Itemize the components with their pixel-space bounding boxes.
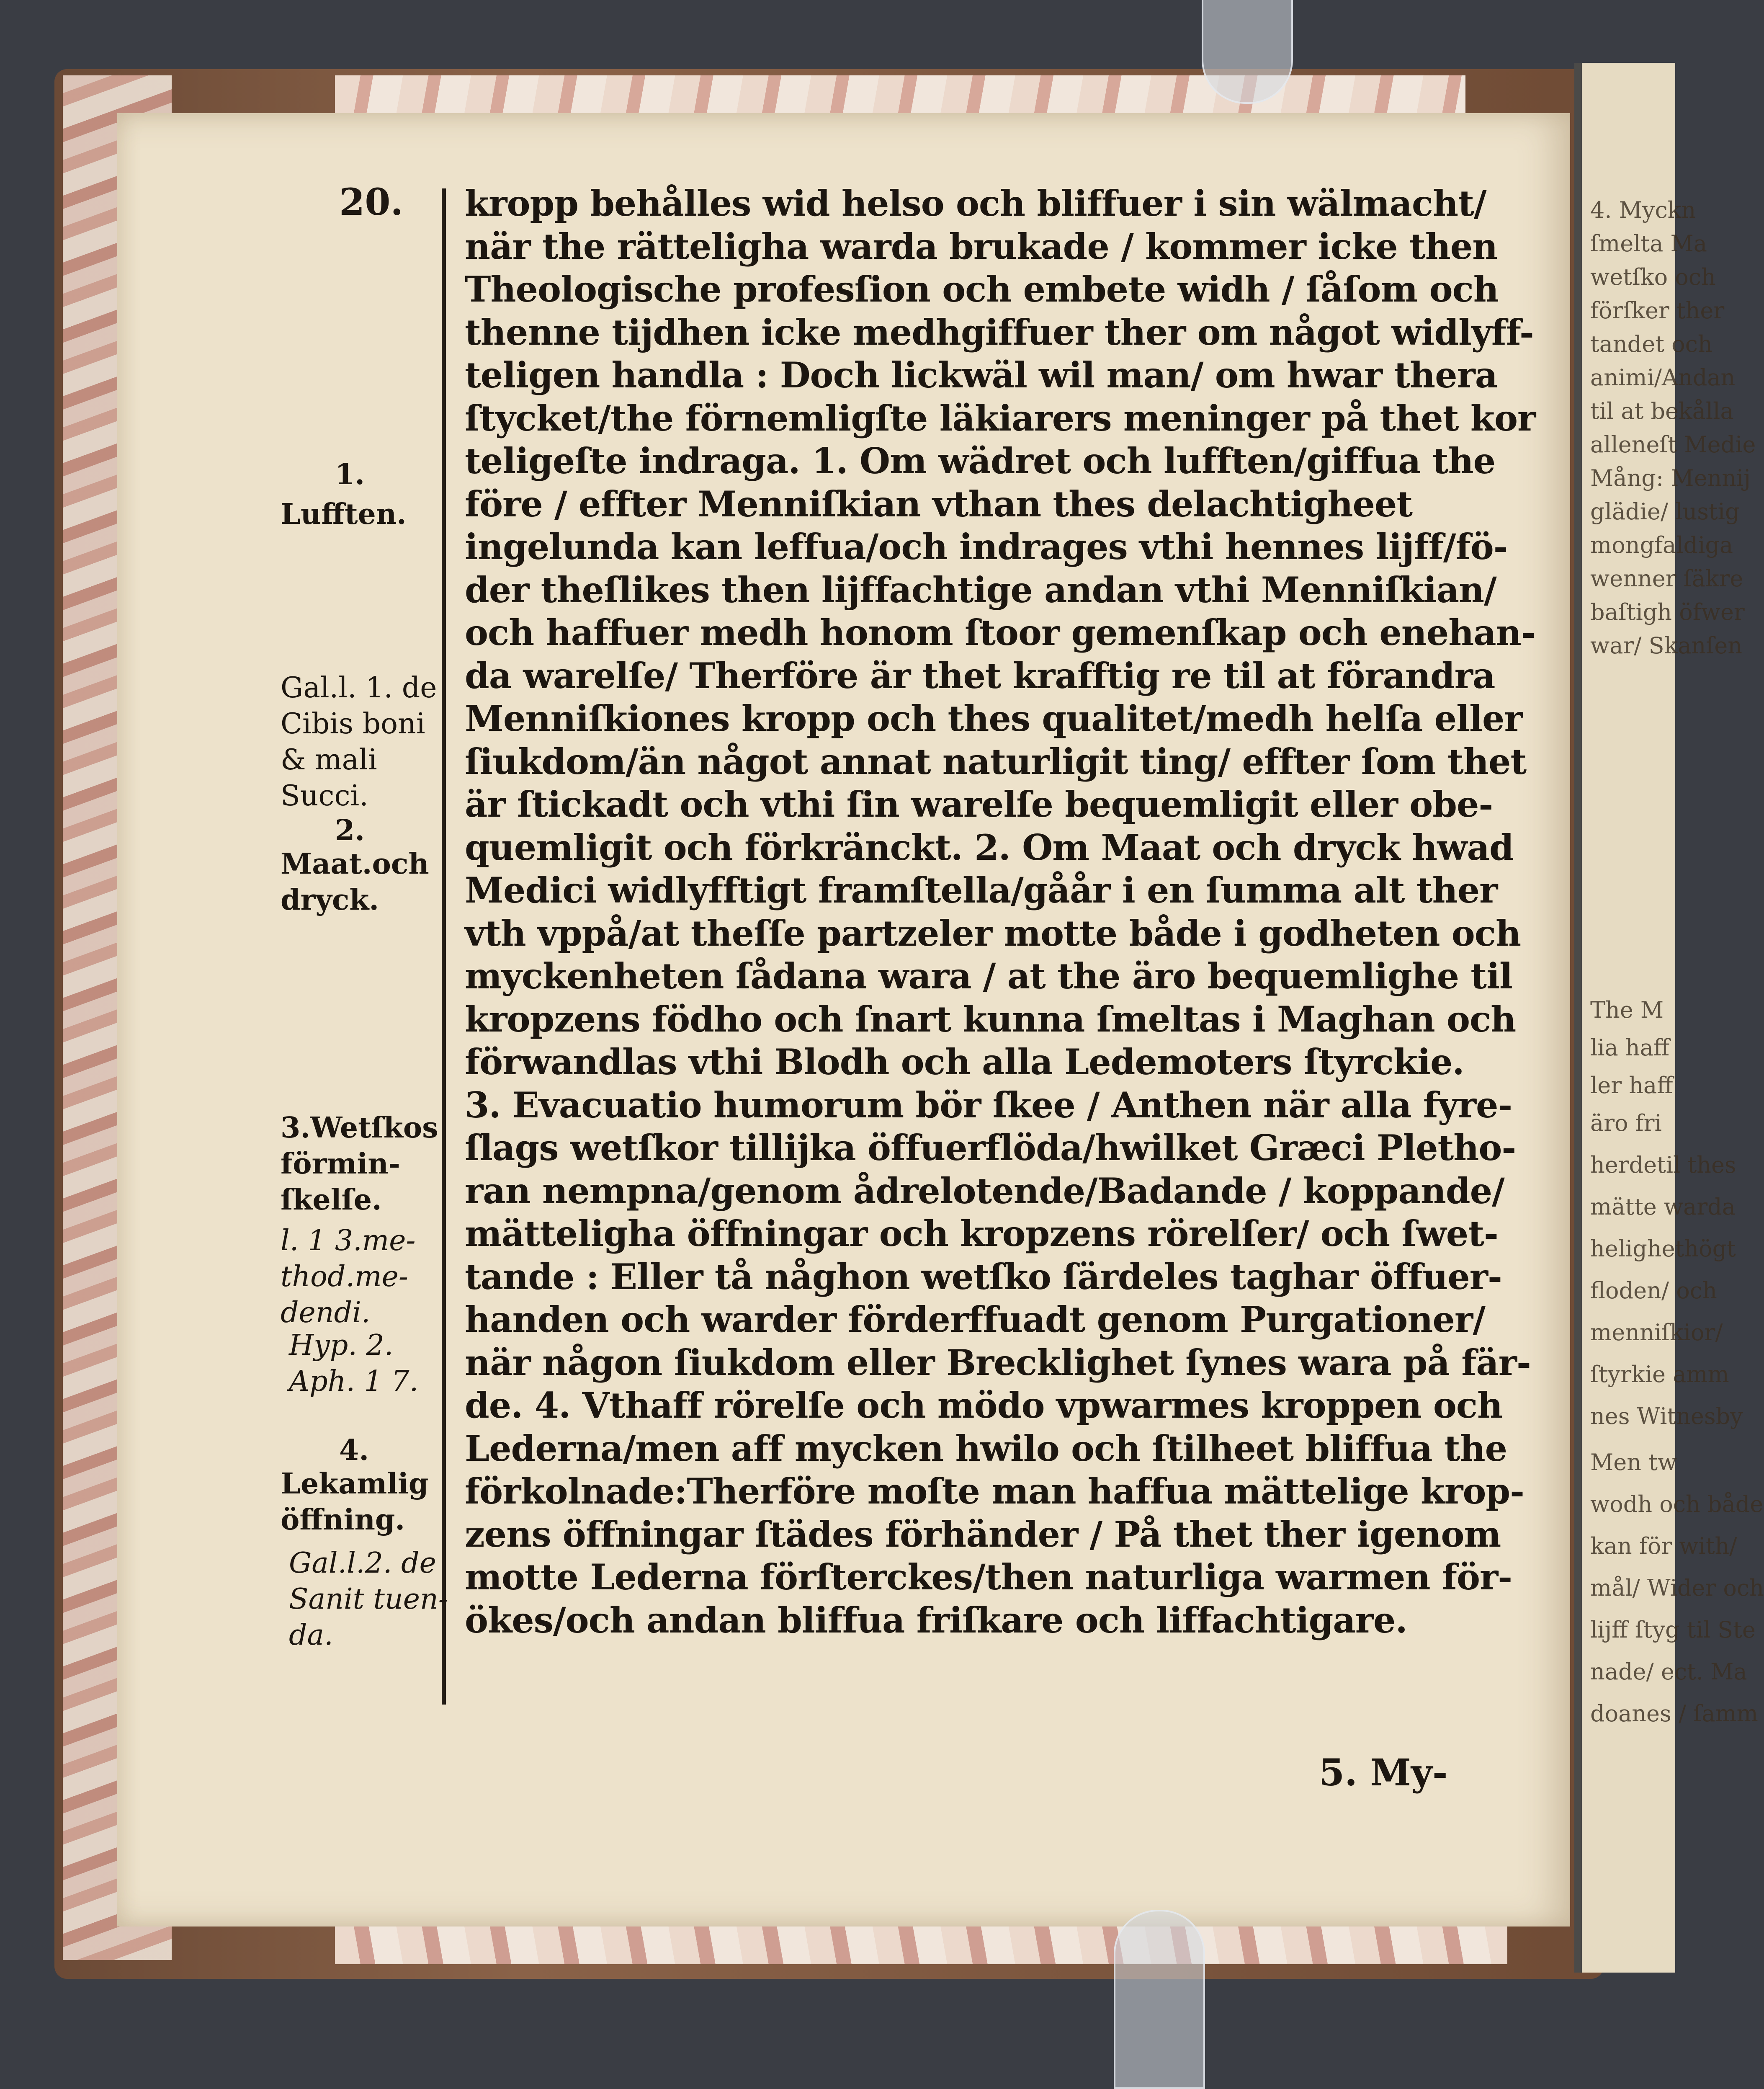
margin-note-1-title bbox=[281, 496, 407, 532]
facing-fragment: doanes / ſamm bbox=[1590, 1700, 1758, 1727]
text-line: Lederna/men aff mycken hwilo och ſtilheet bliffua the bbox=[465, 1427, 1507, 1469]
page-number: 20. bbox=[339, 180, 404, 224]
margin-ref-line: Cibis boni bbox=[281, 707, 425, 740]
margin-ref-line: da. bbox=[289, 1619, 333, 1652]
facing-fragment: war/ Skanſen bbox=[1590, 632, 1742, 659]
margin-ref-line: Succi. bbox=[281, 779, 368, 812]
text-line: tande : Eller tå någhon wetſko ſärdeles taghar öffuer- bbox=[465, 1256, 1502, 1297]
text-line: ingelunda kan leffua/och indrages vthi hennes lijff/fö- bbox=[465, 526, 1508, 567]
facing-fragment: ler haff bbox=[1590, 1072, 1673, 1099]
margin-ref-line: & mali bbox=[281, 743, 377, 776]
margin-note-4-title bbox=[281, 1466, 428, 1538]
text-line: der theſlikes then lijffachtige andan vthi Menniſkian/ bbox=[465, 569, 1496, 611]
margin-rule bbox=[442, 188, 446, 1705]
margin-note-3-ref2 bbox=[289, 1328, 418, 1400]
margin-ref-line: thod.me- bbox=[281, 1260, 408, 1293]
text-line: 3. Evacuatio humorum bör ſkee / Anthen när alla fyre- bbox=[465, 1084, 1512, 1126]
margin-note-2-ref bbox=[281, 670, 437, 814]
facing-fragment: glädie/ lustig bbox=[1590, 498, 1740, 525]
text-line: förwandlas vthi Blodh och alla Ledemoters ſtyrckie. bbox=[465, 1041, 1464, 1083]
margin-heading: öffning. bbox=[281, 1503, 405, 1537]
margin-ref-line: Hyp. 2. bbox=[289, 1329, 394, 1362]
text-line: ökes/och andan bliffua friſkare och liffachtigare. bbox=[465, 1599, 1407, 1641]
text-line: quemligit och förkränckt. 2. Om Maat och dryck hwad bbox=[465, 826, 1514, 868]
margin-heading: dryck. bbox=[281, 883, 379, 917]
facing-fragment: menniſkior/ bbox=[1590, 1319, 1723, 1346]
facing-fragment: 4. Myckn bbox=[1590, 197, 1696, 223]
facing-fragment: ſtyrkie amm bbox=[1590, 1361, 1729, 1388]
text-line: ſtycket/the förnemligſte läkiarers meninger på thet kor bbox=[465, 397, 1536, 439]
facing-fragment: äro fri bbox=[1590, 1110, 1662, 1136]
facing-fragment: wodh och både bbox=[1590, 1491, 1764, 1517]
text-line: Menniſkiones kropp och thes qualitet/medh helſa eller bbox=[465, 698, 1522, 739]
text-line: ſiukdom/än något annat naturligit ting/ effter ſom thet bbox=[465, 740, 1527, 782]
text-line: myckenheten ſådana wara / at the äro bequemlighe til bbox=[465, 955, 1512, 997]
facing-fragment: mätte warda bbox=[1590, 1194, 1736, 1220]
facing-fragment: floden/ och bbox=[1590, 1277, 1717, 1304]
page-clip-top bbox=[1202, 0, 1293, 104]
margin-note-2 bbox=[335, 812, 365, 848]
margin-number: 2. bbox=[335, 814, 365, 847]
margin-ref-line: Gal.l. 1. de bbox=[281, 671, 437, 704]
text-line: thenne tijdhen icke medhgiffuer ther om något widlyff- bbox=[465, 311, 1534, 353]
margin-heading: 3.Wetſkos bbox=[281, 1111, 438, 1145]
facing-fragment: ſmelta Ma bbox=[1590, 230, 1707, 257]
margin-heading: förmin- bbox=[281, 1147, 400, 1181]
margin-heading: Lekamlig bbox=[281, 1467, 429, 1501]
margin-ref-line: Aph. 1 7. bbox=[289, 1365, 419, 1398]
margin-note-4 bbox=[339, 1432, 369, 1468]
text-line: mätteligha öffningar och kropzens rörelſer/ och ſwet- bbox=[465, 1213, 1498, 1254]
facing-fragment: Mång: Mennij bbox=[1590, 465, 1751, 491]
facing-fragment: lijff ſtyg til Ste bbox=[1590, 1617, 1756, 1643]
catchword: 5. My- bbox=[1319, 1751, 1448, 1794]
main-text-block bbox=[465, 182, 1536, 1642]
facing-fragment: Men tw bbox=[1590, 1449, 1677, 1475]
margin-number: 4. bbox=[339, 1434, 369, 1467]
facing-fragment: nes Witnesby bbox=[1590, 1403, 1743, 1429]
margin-note-4-ref bbox=[289, 1545, 448, 1653]
text-line: teligen handla : Doch lickwäl wil man/ om hwar thera bbox=[465, 354, 1498, 396]
margin-ref-line: Sanit tuen- bbox=[289, 1583, 448, 1616]
text-line: Theologische profesſion och embete widh / ſåſom och bbox=[465, 268, 1499, 310]
margin-note-1 bbox=[335, 456, 365, 493]
facing-fragment: baſtigh öfwer bbox=[1590, 599, 1745, 625]
margin-ref-line: dendi. bbox=[281, 1296, 371, 1329]
facing-fragment: alleneſt Medie bbox=[1590, 431, 1756, 458]
facing-fragment: helighethögt bbox=[1590, 1235, 1736, 1262]
facing-fragment: wetſko och bbox=[1590, 264, 1716, 290]
text-line: kropzens födho och ſnart kunna ſmeltas i Maghan och bbox=[465, 998, 1516, 1040]
margin-note-2-title bbox=[281, 846, 429, 918]
margin-ref-line: l. 1 3.me- bbox=[281, 1224, 416, 1257]
text-line: ran nempna/genom ådrelotende/Badande / koppande/ bbox=[465, 1170, 1504, 1212]
facing-fragment: mongfaldiga bbox=[1590, 532, 1733, 558]
facing-fragment: tandet och bbox=[1590, 331, 1712, 357]
text-line: handen och warder förderffuadt genom Purgationer/ bbox=[465, 1299, 1485, 1340]
margin-ref-line: Gal.l.2. de bbox=[289, 1547, 436, 1580]
text-line: motte Lederna förſterckes/then naturliga warmen för- bbox=[465, 1556, 1512, 1598]
text-line: de. 4. Vthaff rörelſe och mödo vpwarmes kroppen och bbox=[465, 1385, 1503, 1426]
text-line: är ſtickadt och vthi ſin warelſe bequemligit eller obe- bbox=[465, 784, 1493, 825]
text-line: zens öffningar ſtädes förhänder / På thet ther igenom bbox=[465, 1513, 1501, 1555]
margin-heading: Lufften. bbox=[281, 498, 407, 531]
facing-fragment: til at bekålla bbox=[1590, 398, 1734, 424]
margin-heading: ſkelſe. bbox=[281, 1183, 382, 1217]
page-clip-bottom bbox=[1114, 1910, 1205, 2089]
text-line: när någon ſiukdom eller Brecklighet ſynes wara på fär- bbox=[465, 1341, 1531, 1383]
text-line: teligeſte indraga. 1. Om wädret och lufften/giffua the bbox=[465, 440, 1496, 482]
facing-fragment: animi/Andan bbox=[1590, 364, 1736, 391]
text-line: ſlags wetſkor tillijka öffuerflöda/hwilket Græci Pletho- bbox=[465, 1127, 1516, 1168]
facing-fragment: herdetil thes bbox=[1590, 1152, 1736, 1178]
facing-fragment: kan för with/ bbox=[1590, 1533, 1737, 1559]
text-line: före / effter Menniſkian vthan thes delachtigheet bbox=[465, 483, 1413, 525]
text-line: och haffuer medh honom ſtoor gemenſkap och enehan- bbox=[465, 612, 1535, 653]
facing-fragment: wenner ſäkre bbox=[1590, 565, 1743, 592]
text-line: Medici widlyfftigt framſtella/gåår i en ſumma alt ther bbox=[465, 869, 1498, 911]
text-line: da warelſe/ Therföre är thet krafftig re til at förandra bbox=[465, 655, 1495, 696]
text-line: förkolnade:Therföre moſte man haffua mättelige krop- bbox=[465, 1470, 1524, 1512]
text-line: när the rätteligha warda brukade / kommer icke then bbox=[465, 225, 1498, 267]
margin-note-3-ref bbox=[281, 1223, 415, 1331]
margin-number: 1. bbox=[335, 458, 365, 491]
facing-fragment: förſker ther bbox=[1590, 297, 1725, 324]
margin-note-3-title bbox=[281, 1110, 438, 1218]
facing-fragment: nade/ ect. Ma bbox=[1590, 1658, 1747, 1685]
text-line: kropp behålles wid helso och bliffuer i sin wälmacht/ bbox=[465, 183, 1486, 224]
text-line: vth vppå/at theſſe partzeler motte både i godheten och bbox=[465, 912, 1521, 954]
margin-heading: Maat.och bbox=[281, 847, 429, 881]
facing-fragment: mål/ Wider och bbox=[1590, 1575, 1764, 1601]
facing-fragment: The M bbox=[1590, 997, 1664, 1023]
facing-page bbox=[1574, 63, 1764, 1973]
facing-fragment: lia haff bbox=[1590, 1034, 1670, 1061]
